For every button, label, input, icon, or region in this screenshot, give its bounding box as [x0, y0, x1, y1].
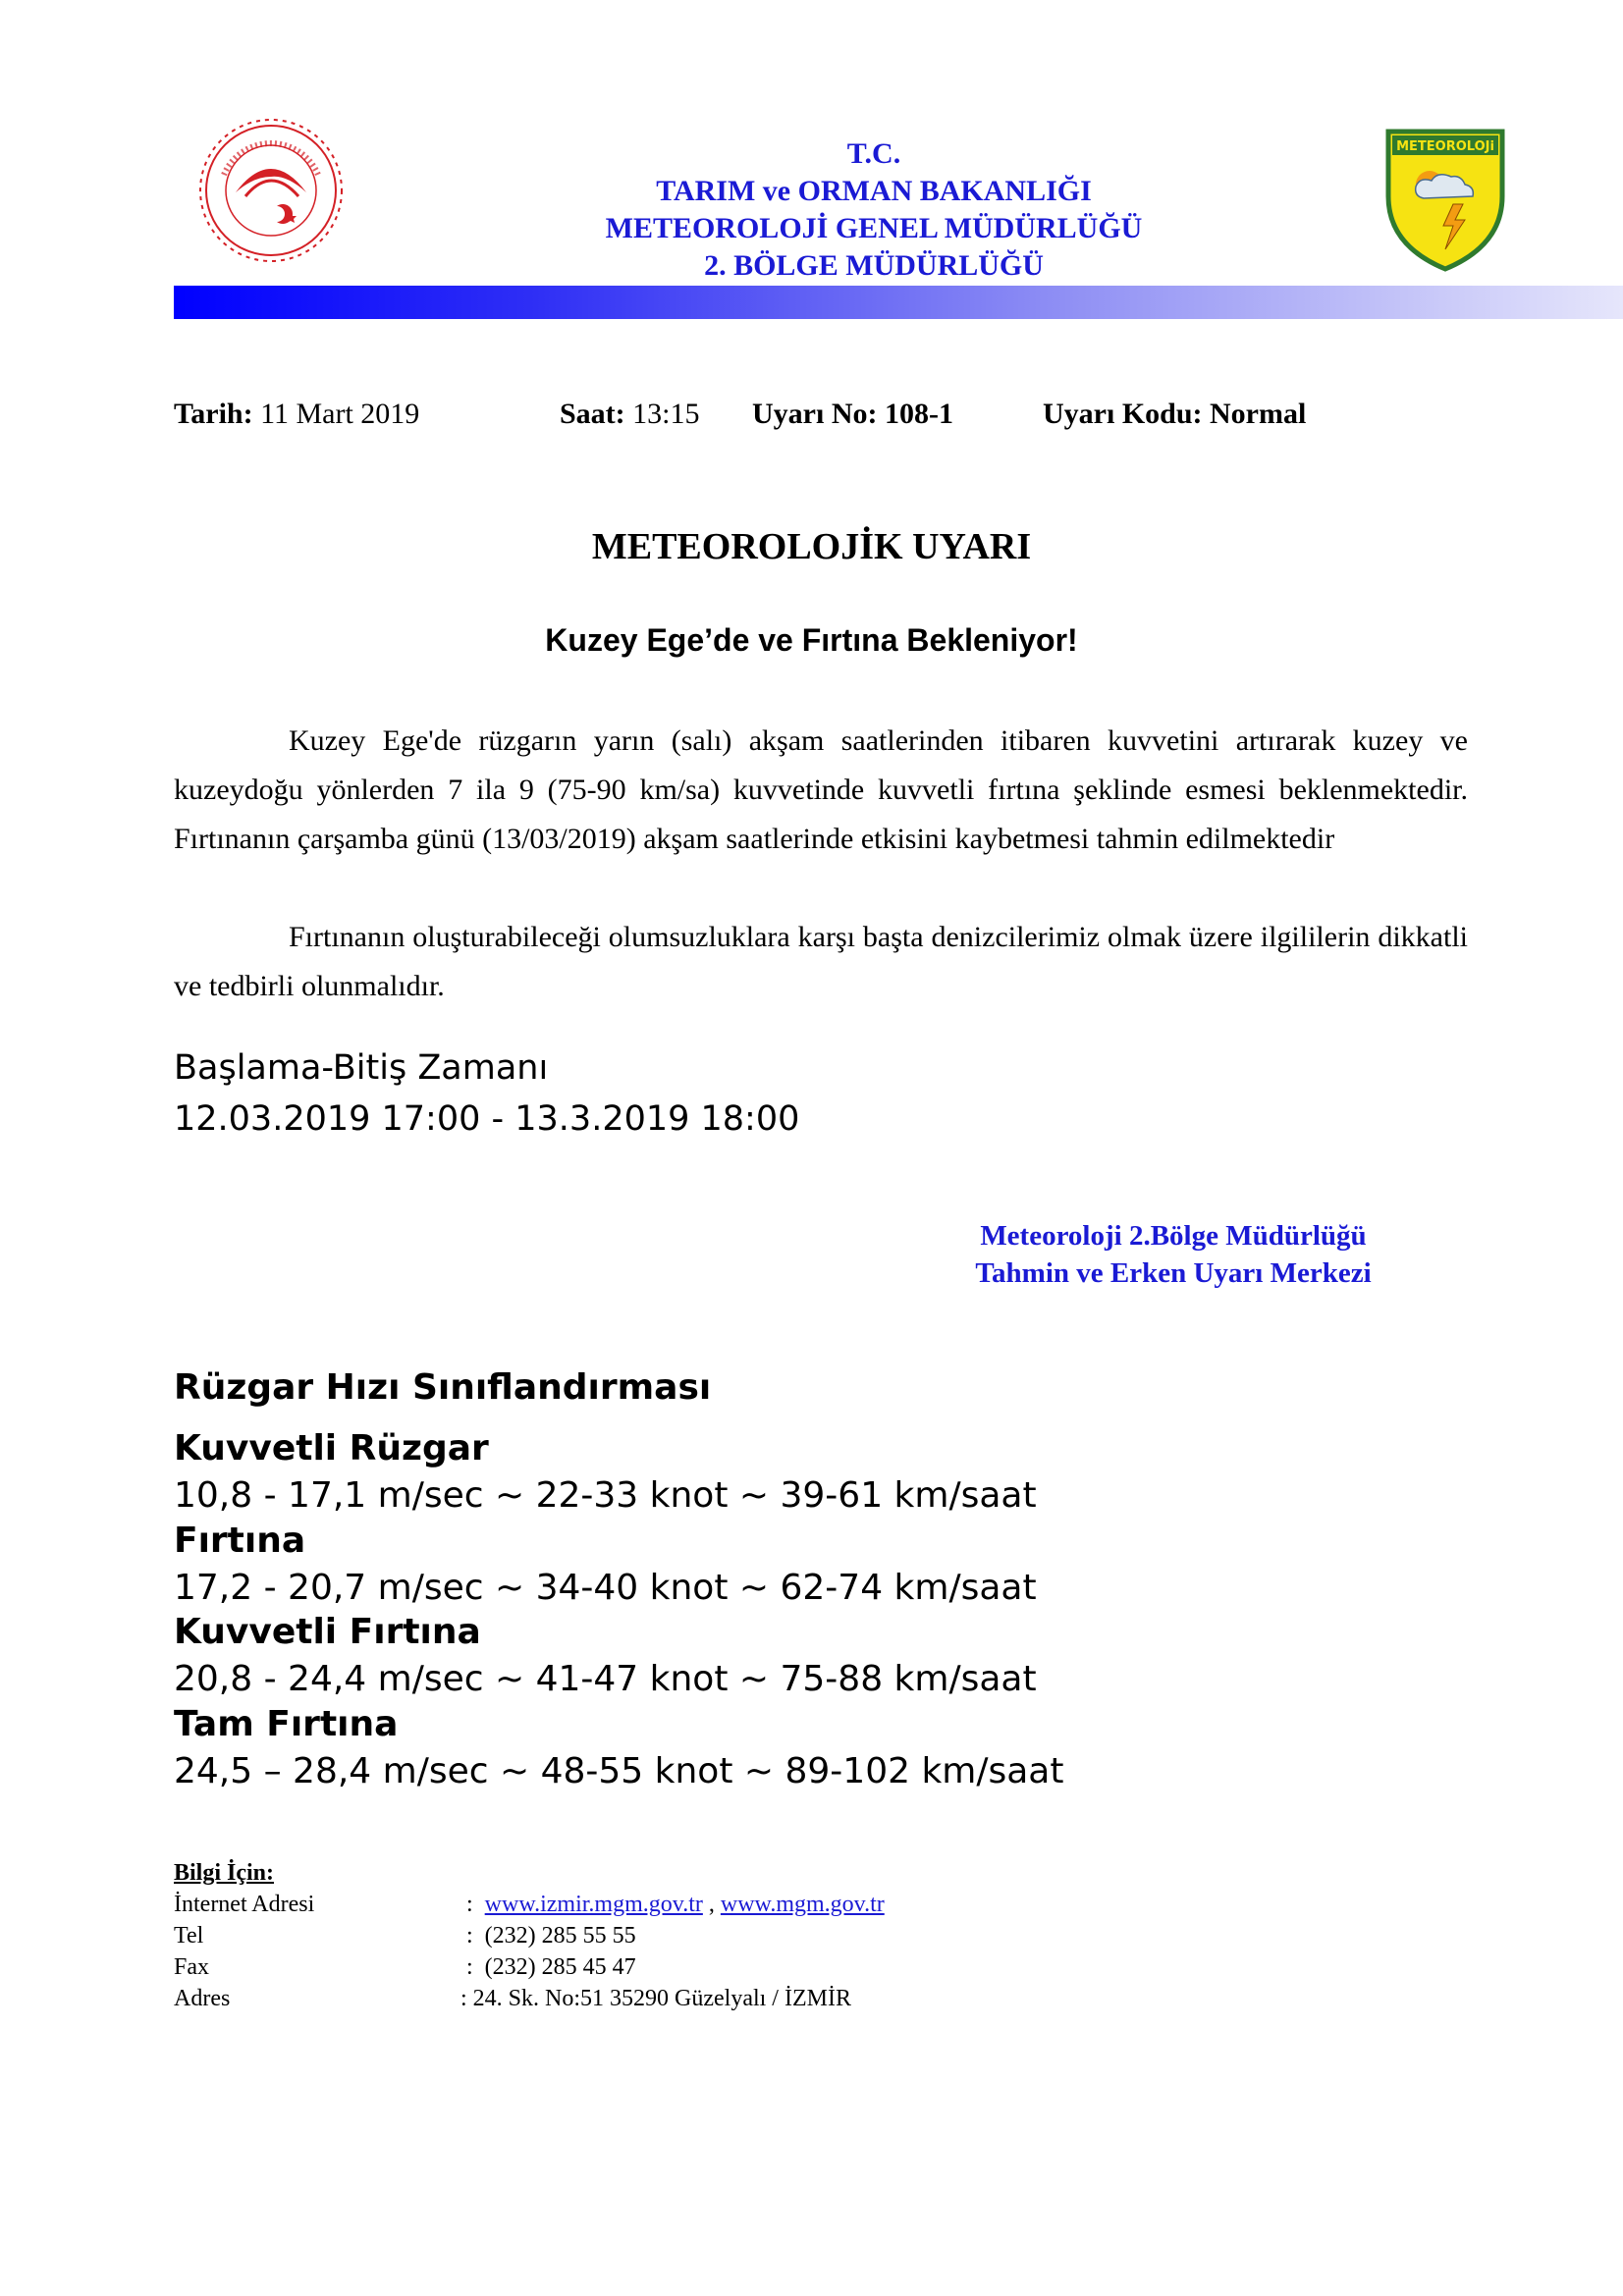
- contact-colon: :: [466, 1954, 473, 1980]
- body-paragraph-2: [174, 913, 1468, 1011]
- wind-class-name: Kuvvetli Fırtına: [174, 1612, 481, 1652]
- logo-right-label: METEOROLOJi: [1396, 139, 1494, 154]
- wind-class-range: 20,8 - 24,4 m/sec ~ 41-47 knot ~ 75-88 km/saat: [174, 1659, 1037, 1699]
- ministry-seal-logo: [196, 116, 346, 265]
- paragraph-2-text: Fırtınanın oluşturabileceği olumsuzluklara karşı başta denizcilerimiz olmak üzere ilgililerin dikkatli ve tedbirli olunmalıdır.: [174, 921, 1468, 1002]
- header-line-directorate: METEOROLOJİ GENEL MÜDÜRLÜĞÜ: [605, 212, 1143, 244]
- contact-link-izmir[interactable]: www.izmir.mgm.gov.tr: [484, 1892, 703, 1917]
- contact-row-address: [174, 1983, 885, 2014]
- contact-tel-value: (232) 285 55 55: [484, 1923, 636, 1949]
- wind-class-range: 24,5 – 28,4 m/sec ~ 48-55 knot ~ 89-102 km/saat: [174, 1751, 1064, 1791]
- signature-line-1: Meteoroloji 2.Bölge Müdürlüğü: [980, 1220, 1367, 1252]
- time-range-value: 12.03.2019 17:00 - 13.3.2019 18:00: [174, 1099, 800, 1139]
- meta-time-value: 13:15: [632, 398, 700, 430]
- meta-time-label: Saat:: [560, 398, 625, 430]
- meta-date: [174, 398, 419, 431]
- contact-link-mgm[interactable]: www.mgm.gov.tr: [720, 1892, 885, 1917]
- meta-warning-code: Uyarı Kodu: Normal: [1043, 398, 1307, 430]
- meteorology-shield-logo: [1384, 128, 1506, 273]
- meta-date-value: 11 Mart 2019: [260, 398, 420, 430]
- contact-fax-value: (232) 285 45 47: [484, 1954, 636, 1980]
- wind-class-name: Kuvvetli Rüzgar: [174, 1428, 489, 1468]
- document-title: METEOROLOJİK UYARI: [591, 526, 1032, 567]
- meta-time: [560, 398, 700, 431]
- contact-colon: :: [466, 1923, 473, 1949]
- contact-address-value: : 24. Sk. No:51 35290 Güzelyalı / İZMİR: [460, 1986, 851, 2011]
- contact-info-title: Bilgi İçin:: [174, 1860, 275, 1886]
- wind-class-range: 17,2 - 20,7 m/sec ~ 34-40 knot ~ 62-74 km/saat: [174, 1568, 1037, 1608]
- wind-class-range: 10,8 - 17,1 m/sec ~ 22-33 knot ~ 39-61 km/saat: [174, 1475, 1037, 1516]
- contact-row-fax: [174, 1951, 885, 1983]
- wind-class-name: Tam Fırtına: [174, 1704, 399, 1744]
- header-gradient-band: [174, 286, 1623, 319]
- header-title-block: [471, 135, 1276, 285]
- paragraph-1-text: Kuzey Ege'de rüzgarın yarın (salı) akşam saatlerinden itibaren kuvvetini artırarak kuzey ve kuzeydoğu yönlerden 7 ila 9 (75-90 km/sa) kuvvetinde kuvvetli fırtına şeklinde esmesi beklenmektedir. Fırtınanın çarşamba günü (13/03/2019) akşam saatlerinde etkisini kaybetmesi tahmin edilmektedir: [174, 724, 1468, 855]
- header-line-ministry: TARIM ve ORMAN BAKANLIĞI: [656, 175, 1092, 207]
- signature-line-2: Tahmin ve Erken Uyarı Merkezi: [975, 1257, 1372, 1289]
- header-line-region: 2. BÖLGE MÜDÜRLÜĞÜ: [704, 249, 1044, 282]
- wind-classification-heading: Rüzgar Hızı Sınıflandırması: [174, 1367, 712, 1408]
- meta-warning-number: Uyarı No: 108-1: [752, 398, 953, 430]
- contact-row-internet: [174, 1889, 885, 1920]
- meta-date-label: Tarih:: [174, 398, 253, 430]
- signature-block: [947, 1217, 1399, 1292]
- wind-class-name: Fırtına: [174, 1521, 306, 1561]
- body-paragraph-1: [174, 717, 1468, 864]
- header-line-tc: T.C.: [846, 137, 901, 170]
- contact-link-separator: ,: [702, 1892, 721, 1917]
- contact-colon: :: [466, 1892, 473, 1917]
- time-range-label: Başlama-Bitiş Zamanı: [174, 1048, 549, 1088]
- contact-tel-label: Tel: [174, 1923, 204, 1949]
- contact-row-tel: [174, 1920, 885, 1951]
- contact-internet-label: İnternet Adresi: [174, 1892, 315, 1917]
- contact-info-block: [174, 1857, 885, 2014]
- contact-address-label: Adres: [174, 1986, 231, 2011]
- document-subtitle: Kuzey Ege’de ve Fırtına Bekleniyor!: [545, 622, 1078, 658]
- contact-fax-label: Fax: [174, 1954, 209, 1980]
